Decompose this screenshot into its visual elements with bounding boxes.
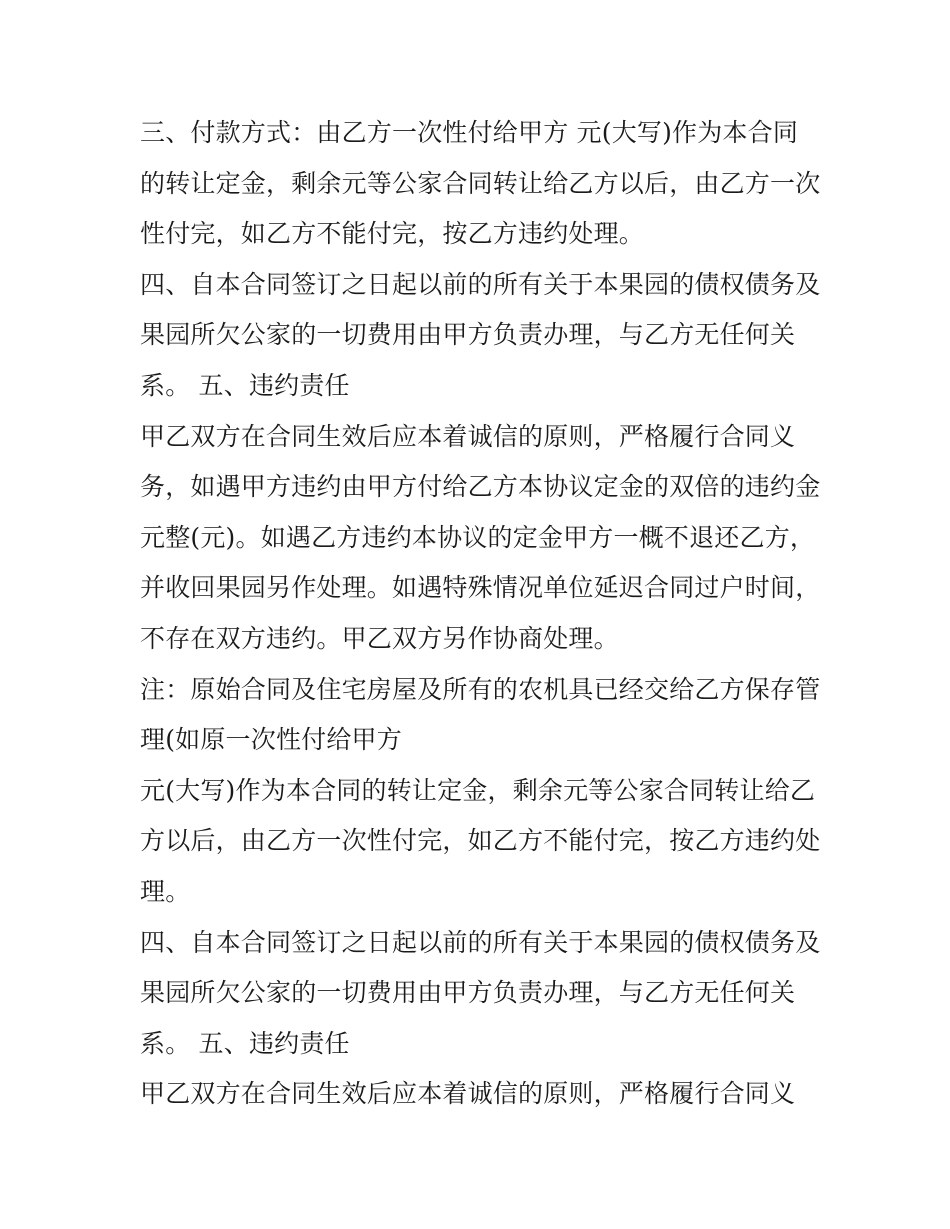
text-line: 甲乙双方在合同生效后应本着诚信的原则，严格履行合同义 [140,1079,796,1109]
text-line: 果园所欠公家的一切费用由甲方负责办理，与乙方无任何关 [140,320,796,350]
text-line: 理。 [140,876,191,906]
text-line: 元(大写)作为本合同的转让定金，剩余元等公家合同转让给乙 [140,775,816,805]
text-line: 甲乙双方在合同生效后应本着诚信的原则，严格履行合同义 [140,421,796,451]
text-line: 理(如原一次性付给甲方 [140,725,402,755]
text-line: 系。 五、违约责任 [140,1028,350,1058]
text-line: 的转让定金，剩余元等公家合同转让给乙方以后，由乙方一次 [140,168,820,198]
text-line: 果园所欠公家的一切费用由甲方负责办理，与乙方无任何关 [140,978,796,1008]
text-line: 系。 五、违约责任 [140,370,350,400]
text-line: 方以后，由乙方一次性付完，如乙方不能付完，按乙方违约处 [140,826,820,856]
text-line: 并收回果园另作处理。如遇特殊情况单位延迟合同过户时间， [140,573,820,603]
text-line: 性付完，如乙方不能付完，按乙方违约处理。 [140,219,645,249]
text-line: 三、付款方式：由乙方一次性付给甲方 元(大写)作为本合同 [140,118,799,147]
text-line: 元整(元)。如遇乙方违约本协议的定金甲方一概不退还乙方， [140,522,816,552]
text-line: 注：原始合同及住宅房屋及所有的农机具已经交给乙方保存管 [140,674,820,704]
text-line: 务，如遇甲方违约由甲方付给乙方本协议定金的双倍的违约金 [140,472,820,502]
contract-text-block [140,108,820,1120]
text-line: 四、自本合同签订之日起以前的所有关于本果园的债权债务及 [140,269,820,299]
text-line: 四、自本合同签订之日起以前的所有关于本果园的债权债务及 [140,927,820,957]
text-line: 不存在双方违约。甲乙双方另作协商处理。 [140,623,619,653]
